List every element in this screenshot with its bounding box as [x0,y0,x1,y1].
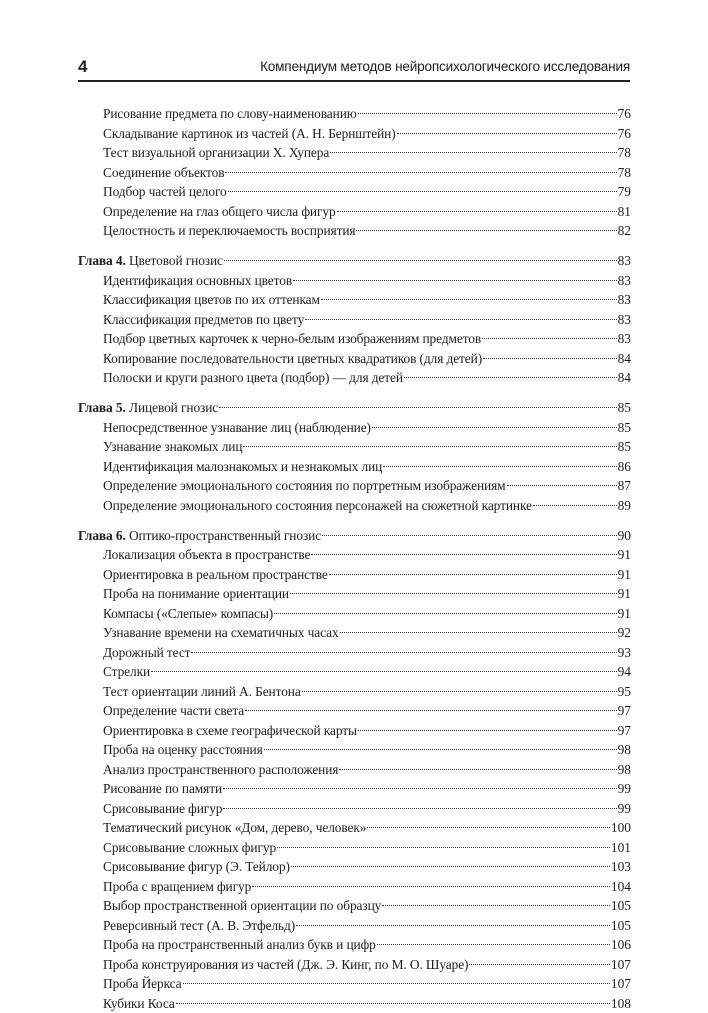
toc-entry-row [78,496,631,516]
toc-entry-row [78,565,631,585]
toc-page-number: 85 [618,398,631,418]
toc-item-title: Проба на понимание ориентации [103,586,289,601]
toc-entry-row [78,994,631,1013]
toc-page-number: 91 [618,545,631,565]
toc-entry-row [78,643,631,663]
dot-leader [224,260,617,261]
toc-item-label [103,857,290,877]
toc-page-number: 107 [611,955,631,975]
toc-page-number: 78 [618,143,631,163]
toc-page-number: 91 [618,604,631,624]
toc-entry-row [78,545,631,565]
toc-item-title: Соединение объектов [103,165,224,180]
toc-item-label [103,545,310,565]
toc-item-title: Проба на оценку расстояния [103,742,263,757]
toc-page-number: 101 [611,838,631,858]
chapter-number: Глава 5. [78,400,126,415]
toc-item-title: Непосредственное узнавание лиц (наблюдение) [103,420,371,435]
chapter-number: Глава 6. [78,528,126,543]
toc-page-number: 99 [618,779,631,799]
toc-item-title: Компасы («Слепые» компасы) [103,606,273,621]
toc-item-label [103,779,222,799]
toc-item-title: Идентификация малознакомых и незнакомых лиц [103,459,382,474]
dot-leader [321,299,617,300]
toc-item-label [103,310,304,330]
dot-leader [382,905,610,906]
dot-leader [337,211,617,212]
toc-entry-row [78,955,631,975]
toc-item-label [103,740,263,760]
toc-page-number: 94 [618,662,631,682]
toc-entry-row [78,701,631,721]
dot-leader [245,710,617,711]
toc-page-number: 83 [618,310,631,330]
toc-item-title: Дорожный тест [103,645,190,660]
toc-entry-row [78,682,631,702]
toc-entry-row [78,329,631,349]
toc-entry-row [78,437,631,457]
toc-entry-row [78,740,631,760]
toc-item-label [103,457,382,477]
toc-entry-row [78,290,631,310]
toc-item-label [103,476,506,496]
dot-leader [397,133,617,134]
dot-leader [228,191,617,192]
toc-item-label [103,818,366,838]
toc-item-title: Цветовой гнозис [129,253,223,268]
toc-item-title: Срисовывание сложных фигур [103,840,276,855]
dot-leader [183,983,610,984]
toc-entry-row [78,182,631,202]
dot-leader [322,535,617,536]
toc-item-label [103,935,376,955]
toc-entry-row [78,457,631,477]
toc-entry-row [78,838,631,858]
toc-entry-row [78,662,631,682]
toc-page-number: 85 [618,418,631,438]
dot-leader [311,554,616,555]
dot-leader [291,866,610,867]
toc-entry-row [78,221,631,241]
toc-item-title: Проба Йеркса [103,976,182,991]
toc-page-number: 104 [611,877,631,897]
toc-item-label [103,565,328,585]
toc-entry-row [78,896,631,916]
toc-page-number: 97 [618,701,631,721]
toc-item-label [103,604,273,624]
toc-item-title: Проба с вращением фигур [103,879,251,894]
toc-item-title: Проба на пространственный анализ букв и цифр [103,937,376,952]
toc-item-label [103,662,150,682]
toc-entry-row [78,104,631,124]
toc-item-label [103,202,336,222]
running-title: Компендиум методов нейропсихологического исследования [260,56,630,78]
toc-page-number: 103 [611,857,631,877]
toc-item-title: Определение на глаз общего числа фигур [103,204,336,219]
toc-item-label [103,721,357,741]
dot-leader [302,691,617,692]
toc-item-label [103,124,396,144]
toc-item-title: Полоски и круги разного цвета (подбор) — для детей [103,370,403,385]
table-of-contents [78,104,631,1013]
toc-item-title: Реверсивный тест (А. В. Этфельд) [103,918,295,933]
toc-page-number: 90 [618,526,631,546]
dot-leader [293,280,617,281]
toc-page-number: 79 [618,182,631,202]
toc-item-title: Тест ориентации линий А. Бентона [103,684,301,699]
toc-chapter-row [78,526,631,546]
toc-entry-row [78,202,631,222]
toc-entry-row [78,857,631,877]
toc-page-number: 83 [618,271,631,291]
toc-page-number: 108 [611,994,631,1013]
dot-leader [274,613,617,614]
dot-leader [330,152,616,153]
toc-page-number: 92 [618,623,631,643]
toc-item-label [103,584,289,604]
toc-item-label [103,838,276,858]
toc-page-number: 83 [618,290,631,310]
page-header [78,56,630,82]
dot-leader [223,808,616,809]
toc-entry-row [78,124,631,144]
toc-item-title: Рисование по памяти [103,781,222,796]
toc-item-title: Локализация объекта в пространстве [103,547,310,562]
dot-leader [507,485,617,486]
toc-item-label [78,251,223,271]
toc-item-label [103,271,292,291]
toc-item-label [103,163,224,183]
toc-page-number: 98 [618,760,631,780]
dot-leader [277,847,610,848]
dot-leader [305,319,616,320]
toc-item-label [103,290,320,310]
dot-leader [377,944,610,945]
toc-item-title: Проба конструирования из частей (Дж. Э. Кинг, по М. О. Шуаре) [103,957,468,972]
toc-item-title: Узнавание времени на схематичных часах [103,625,339,640]
dot-leader [176,1003,610,1004]
toc-page-number: 91 [618,584,631,604]
toc-item-title: Срисовывание фигур [103,801,222,816]
toc-item-label [103,974,182,994]
toc-page-number: 95 [618,682,631,702]
toc-item-title: Тест визуальной организации Х. Хупера [103,145,329,160]
chapter-number: Глава 4. [78,253,126,268]
toc-item-title: Классификация цветов по их оттенкам [103,292,320,307]
dot-leader [225,172,616,173]
toc-page-number: 107 [611,974,631,994]
dot-leader [483,358,617,359]
toc-page-number: 84 [618,349,631,369]
toc-item-label [103,799,222,819]
toc-page-number: 97 [618,721,631,741]
toc-item-title: Рисование предмета по слову-наименованию [103,106,357,121]
dot-leader [243,446,616,447]
toc-entry-row [78,271,631,291]
toc-item-title: Тематический рисунок «Дом, дерево, человек» [103,820,366,835]
dot-leader [404,377,617,378]
dot-leader [533,505,617,506]
toc-item-title: Целостность и переключаемость восприятия [103,223,355,238]
toc-item-label [103,955,468,975]
toc-item-label [103,349,482,369]
toc-page-number: 76 [618,124,631,144]
page-number: 4 [78,56,87,78]
toc-item-label [103,643,190,663]
dot-leader [356,230,616,231]
toc-item-title: Срисовывание фигур (Э. Тейлор) [103,859,290,874]
toc-page-number: 106 [611,935,631,955]
toc-item-label [103,418,371,438]
toc-item-title: Анализ пространственного расположения [103,762,338,777]
toc-page-number: 76 [618,104,631,124]
toc-entry-row [78,476,631,496]
toc-entry-row [78,418,631,438]
dot-leader [223,788,617,789]
dot-leader [340,632,617,633]
dot-leader [264,749,617,750]
toc-item-label [103,221,355,241]
toc-entry-row [78,916,631,936]
toc-entry-row [78,935,631,955]
toc-item-title: Определение эмоционального состояния персонажей на сюжетной картинке [103,498,532,513]
toc-entry-row [78,143,631,163]
toc-item-title: Классификация предметов по цвету [103,312,304,327]
toc-entry-row [78,368,631,388]
toc-page-number: 105 [611,916,631,936]
toc-entry-row [78,584,631,604]
toc-page-number: 81 [618,202,631,222]
toc-item-label [103,877,251,897]
toc-page-number: 86 [618,457,631,477]
toc-page-number: 89 [618,496,631,516]
toc-item-title: Ориентировка в реальном пространстве [103,567,328,582]
toc-item-title: Оптико-пространственный гнозис [129,528,321,543]
toc-page-number: 83 [618,251,631,271]
toc-item-label [103,916,295,936]
toc-item-title: Кубики Коса [103,996,175,1011]
toc-page-number: 78 [618,163,631,183]
dot-leader [482,338,616,339]
toc-chapter-row [78,251,631,271]
toc-item-label [103,682,301,702]
toc-entry-row [78,623,631,643]
toc-page-number: 98 [618,740,631,760]
toc-page-number: 93 [618,643,631,663]
toc-item-label [78,398,218,418]
toc-page-number: 83 [618,329,631,349]
toc-item-title: Идентификация основных цветов [103,273,292,288]
toc-page-number: 82 [618,221,631,241]
dot-leader [358,113,617,114]
dot-leader [296,925,610,926]
toc-entry-row [78,974,631,994]
toc-entry-row [78,163,631,183]
toc-item-label [103,896,381,916]
toc-page-number: 99 [618,799,631,819]
toc-item-title: Подбор частей целого [103,184,227,199]
toc-entry-row [78,760,631,780]
toc-item-title: Определение части света [103,703,244,718]
toc-item-label [103,104,357,124]
toc-item-label [103,437,242,457]
toc-page-number: 105 [611,896,631,916]
toc-item-title: Ориентировка в схеме географической карты [103,723,357,738]
toc-item-label [103,760,338,780]
toc-page-number: 87 [618,476,631,496]
toc-item-label [78,526,321,546]
dot-leader [252,886,610,887]
toc-entry-row [78,349,631,369]
dot-leader [339,769,616,770]
toc-item-label [103,143,329,163]
toc-item-label [103,329,481,349]
toc-item-title: Выбор пространственной ориентации по образцу [103,898,381,913]
toc-item-label [103,701,244,721]
toc-item-title: Складывание картинок из частей (А. Н. Бернштейн) [103,126,396,141]
toc-entry-row [78,818,631,838]
toc-entry-row [78,721,631,741]
dot-leader [383,466,616,467]
toc-entry-row [78,877,631,897]
dot-leader [367,827,610,828]
dot-leader [290,593,617,594]
toc-entry-row [78,604,631,624]
toc-chapter-row [78,398,631,418]
toc-item-title: Стрелки [103,664,150,679]
dot-leader [358,730,617,731]
toc-page-number: 100 [611,818,631,838]
dot-leader [469,964,610,965]
toc-page-number: 85 [618,437,631,457]
toc-page-number: 84 [618,368,631,388]
toc-item-label [103,182,227,202]
toc-item-label [103,496,532,516]
dot-leader [219,407,616,408]
toc-item-label [103,994,175,1013]
dot-leader [151,671,617,672]
toc-item-title: Определение эмоционального состояния по портретным изображениям [103,478,506,493]
toc-item-title: Подбор цветных карточек к черно-белым изображениям предметов [103,331,481,346]
dot-leader [372,427,617,428]
toc-page-number: 91 [618,565,631,585]
toc-entry-row [78,779,631,799]
dot-leader [329,574,617,575]
toc-entry-row [78,310,631,330]
toc-item-title: Копирование последовательности цветных квадратиков (для детей) [103,351,482,366]
toc-item-label [103,368,403,388]
toc-item-title: Узнавание знакомых лиц [103,439,242,454]
toc-item-label [103,623,339,643]
toc-entry-row [78,799,631,819]
toc-item-title: Лицевой гнозис [129,400,218,415]
dot-leader [191,652,616,653]
